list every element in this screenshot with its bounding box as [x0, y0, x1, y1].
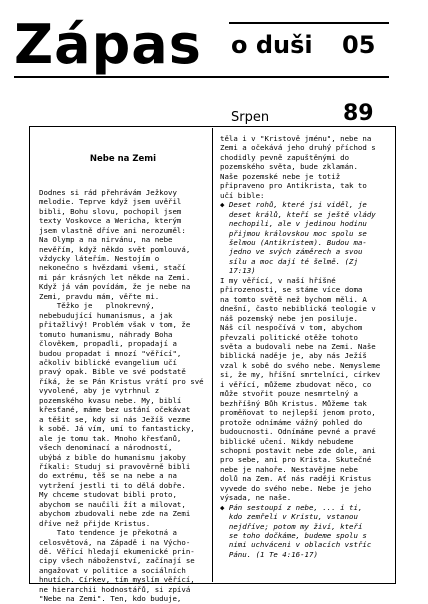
article-line: do extrému, těš se na nebe a na — [39, 471, 177, 481]
quote-indent — [220, 247, 229, 256]
article-line: světa a budovali nebe na Zemi. Naše — [220, 341, 376, 351]
article-line: ne hierarchii hodnostářů, si zpívá — [39, 584, 191, 594]
quote-indent — [220, 522, 229, 531]
quote-indent — [220, 550, 229, 559]
issue-number: 05 — [342, 31, 376, 59]
article-line: My chceme studovat bibli proto, — [39, 490, 177, 500]
article-line: I my věřící, v naší hříšné — [220, 275, 336, 285]
article-line: a těšit se, kdy si nás Ježíš vezme — [39, 414, 191, 424]
column-divider — [212, 128, 213, 582]
bible-quote-line — [220, 229, 392, 238]
page-number: 89 — [343, 101, 374, 126]
article-line: dříve než přijde Kristus. — [39, 518, 151, 528]
magazine-title: Zápas — [14, 13, 202, 76]
article-line: celosvětová, na Západě i na Výcho- — [39, 537, 191, 547]
article-line: dolů na Zem. Ať nás raději Kristus — [220, 474, 372, 484]
article-line: "Nebe na Zemi". Ten, kdo buduje, — [39, 594, 182, 604]
quote-text: šelmou (Antikristem). Budou ma- — [228, 237, 367, 247]
article-line: angažovat v politice a sociálních — [39, 565, 186, 575]
article-line: mi pár krásných let někde na Zemi. — [39, 272, 191, 282]
bible-quote-line — [220, 210, 392, 219]
article-line: dnešní, často nebiblická teologie v — [220, 304, 376, 314]
article-line: bezhříšný Bůh Kristus. Můžeme tak — [220, 398, 367, 408]
article-line: Dodnes si rád přehrávám Ježkovy — [39, 187, 177, 197]
quote-text: Pán sestoupí z nebe, ... i ti, — [228, 502, 363, 512]
quote-indent — [220, 229, 229, 238]
article-line: si, že my, hříšní smrtelníci, církev — [220, 370, 381, 380]
quote-indent — [220, 238, 229, 247]
article-line: Tato tendence je překotná a — [39, 528, 177, 538]
quote-indent — [220, 219, 229, 228]
article-line: pozemského kvasu nebe. My, biblí — [39, 395, 182, 405]
article-line: protože odnímáme vážný pohled do — [220, 417, 363, 427]
quote-text: sílu a moc dají té šelmě. (Zj — [228, 256, 358, 266]
quote-bullet-icon: ◆ — [220, 200, 229, 210]
article-line: Naše pozemské nebe je totiž — [220, 171, 341, 181]
article-line: cipy všech náboženství, začínají se — [39, 556, 195, 566]
quote-text: kdo zemřeli v Kristu, vstanou — [228, 512, 358, 522]
bible-quote-line — [220, 238, 392, 247]
article-line: jsem vlastně dříve ani nerozuměl: — [39, 225, 186, 235]
article-line: dě. Věřící hledají ekumenické prin- — [39, 547, 195, 557]
article-line: biblická naděje je, aby nás Ježíš — [220, 351, 367, 361]
article-line: vždycky láteřím. Nestojím o — [39, 253, 160, 263]
article-line: připraveno pro Antikrista, tak to — [220, 181, 367, 191]
quote-indent — [220, 257, 229, 266]
article-line: Zemi, pravdu mám, věřte mi. — [39, 291, 160, 301]
article-line: melodie. Teprve když jsem uvěřil — [39, 197, 182, 207]
bible-quote-line — [220, 540, 392, 549]
article-line: říkali: Studuj si pravověrně bibli — [39, 461, 191, 471]
masthead-bottom-rule — [14, 76, 389, 78]
article-line: přirozenosti, se stáme více doma — [220, 285, 363, 295]
article-line: schopni postavit nebe zde dole, ani — [220, 445, 376, 455]
article-line: hnutích. Církev, tím myslím věřící, — [39, 575, 195, 585]
article-line: abychom zbudovali nebe zde na Zemi — [39, 509, 191, 519]
article-line: přitažlivý! Problém však v tom, že — [39, 320, 191, 330]
article-line: vyvede do svého nebe. Nebe je jeho — [220, 483, 372, 493]
article-line: pozemského světa, bude zklamán. — [220, 162, 358, 172]
article-line: náš pozemský nebe jen posiluje. — [220, 313, 358, 323]
article-line: chodidly pevně zapuštěnými do — [220, 152, 350, 162]
article-line: budou propadat i mnozí "věřící", — [39, 348, 182, 358]
quote-text: 17:13) — [228, 266, 256, 276]
quote-text: se toho dočkáme, budeme spolu s — [228, 531, 367, 541]
bible-quote-line — [220, 219, 392, 228]
article-line: Zemi a očekává jeho druhý příchod s — [220, 143, 376, 153]
article-line: vzal k sobě do svého nebe. Nemysleme — [220, 360, 381, 370]
bible-quote-line — [220, 247, 392, 256]
quote-text: Deset rohů, které jsi viděl, je — [228, 200, 367, 210]
quote-indent — [220, 210, 229, 219]
quote-text: Pánu. (1 Te 4:16-17) — [228, 549, 318, 559]
article-line: vytržení jestli ti to dělá dobře. — [39, 480, 186, 490]
article-line: těla i v "Kristově jménu", nebe na — [220, 134, 372, 143]
article-line: nevěřím, když někdo svět pomlouvá, — [39, 244, 191, 254]
bible-quote-line — [220, 257, 392, 266]
bible-quote-line — [220, 200, 392, 209]
article-line: člověkem, propadli, propadají a — [39, 339, 177, 349]
bible-quote-line — [220, 531, 392, 540]
article-line: nebe je nahoře. Nestavějme nebe — [220, 464, 358, 474]
article-heading: Nebe na Zemi — [89, 153, 157, 164]
article-line: pro sebe, ani pro Krista. Skutečné — [220, 455, 372, 465]
quote-indent — [220, 512, 229, 521]
article-line: proměňovat to nejlepší jenom proto, — [220, 408, 376, 418]
article-line: Když já vám povídám, že je nebe na — [39, 282, 191, 292]
article-line: říká, že se Pán Kristus vrátí pro své — [39, 376, 204, 386]
article-line: učí bible: — [220, 190, 265, 200]
quote-bullet-icon: ◆ — [220, 502, 229, 512]
article-line: nebebudující humanismus, a jak — [39, 310, 173, 320]
quote-indent — [220, 540, 229, 549]
article-line: výsada, ne naše. — [220, 493, 292, 503]
article-line: nekonečno s hvězdami všemi, stačí — [39, 263, 186, 273]
article-line: i věřící, můžeme zbudovat něco, co — [220, 379, 372, 389]
quote-indent — [220, 531, 229, 540]
article-line: Na Olymp a na nirvánu, na nebe — [39, 235, 173, 245]
article-line: ačkoliv biblické evangelium učí — [39, 357, 177, 367]
magazine-subtitle: o duši — [231, 31, 313, 59]
article-left-column — [39, 134, 207, 604]
bible-quote-line — [220, 266, 392, 275]
article-line: biblické učení. Nikdy nebudeme — [220, 436, 354, 446]
quote-text: nechopili, ale v jedinou hodinu — [228, 219, 367, 229]
bible-quote-line — [220, 550, 392, 559]
article-line: tomuto humanismu, náhrady Boha — [39, 329, 173, 339]
quote-text: přijmou královskou moc spolu se — [228, 228, 367, 238]
article-line: převzali politické otěže tohoto — [220, 332, 358, 342]
issue-month: Srpen — [231, 110, 270, 125]
quote-text: nimi uchváceni v oblacích vstříc — [228, 540, 372, 550]
article-line: může stvořit pouze nesmrtelný a — [220, 389, 358, 399]
quote-text: jedno ve svých záměrech a svou — [228, 247, 363, 257]
article-line: všech denominací a národností, — [39, 443, 173, 453]
quote-text: nejdříve; potom my živí, kteří — [228, 521, 363, 531]
article-line: na tomto světě než bychom měli. A — [220, 294, 367, 304]
article-line: vyvolené, aby je vytrhnul z — [39, 386, 160, 396]
article-line: bibli, Bohu slovu, pochopil jsem — [39, 206, 182, 216]
article-line: texty Voskovce a Wericha, kterým — [39, 216, 182, 226]
article-right-column — [220, 134, 392, 559]
article-line: ale je tomu tak. Mnoho křesťanů, — [39, 433, 182, 443]
article-line: k sobě. Já vím, umí to fantasticky, — [39, 424, 195, 434]
article-line: pravý opak. Bible ve své podstatě — [39, 367, 186, 377]
quote-text: deset králů, kteří se ještě vlády — [228, 209, 376, 219]
article-line: Náš cíl nespočívá v tom, abychom — [220, 323, 363, 333]
article-line: křesťané, máme bez ustání očekávat — [39, 405, 191, 415]
bible-quote-line — [220, 503, 392, 512]
masthead-top-rule — [229, 22, 389, 24]
article-line: abychom se naučili žít a milovat, — [39, 499, 186, 509]
quote-indent — [220, 266, 229, 275]
article-line: budoucnosti. Odnímáme pevné a pravé — [220, 427, 376, 437]
article-line: ubýbá z bible do humanismu jakoby — [39, 452, 186, 462]
article-line: Těžko je plnokrevný, — [39, 301, 155, 311]
bible-quote-line — [220, 522, 392, 531]
bible-quote-line — [220, 512, 392, 521]
